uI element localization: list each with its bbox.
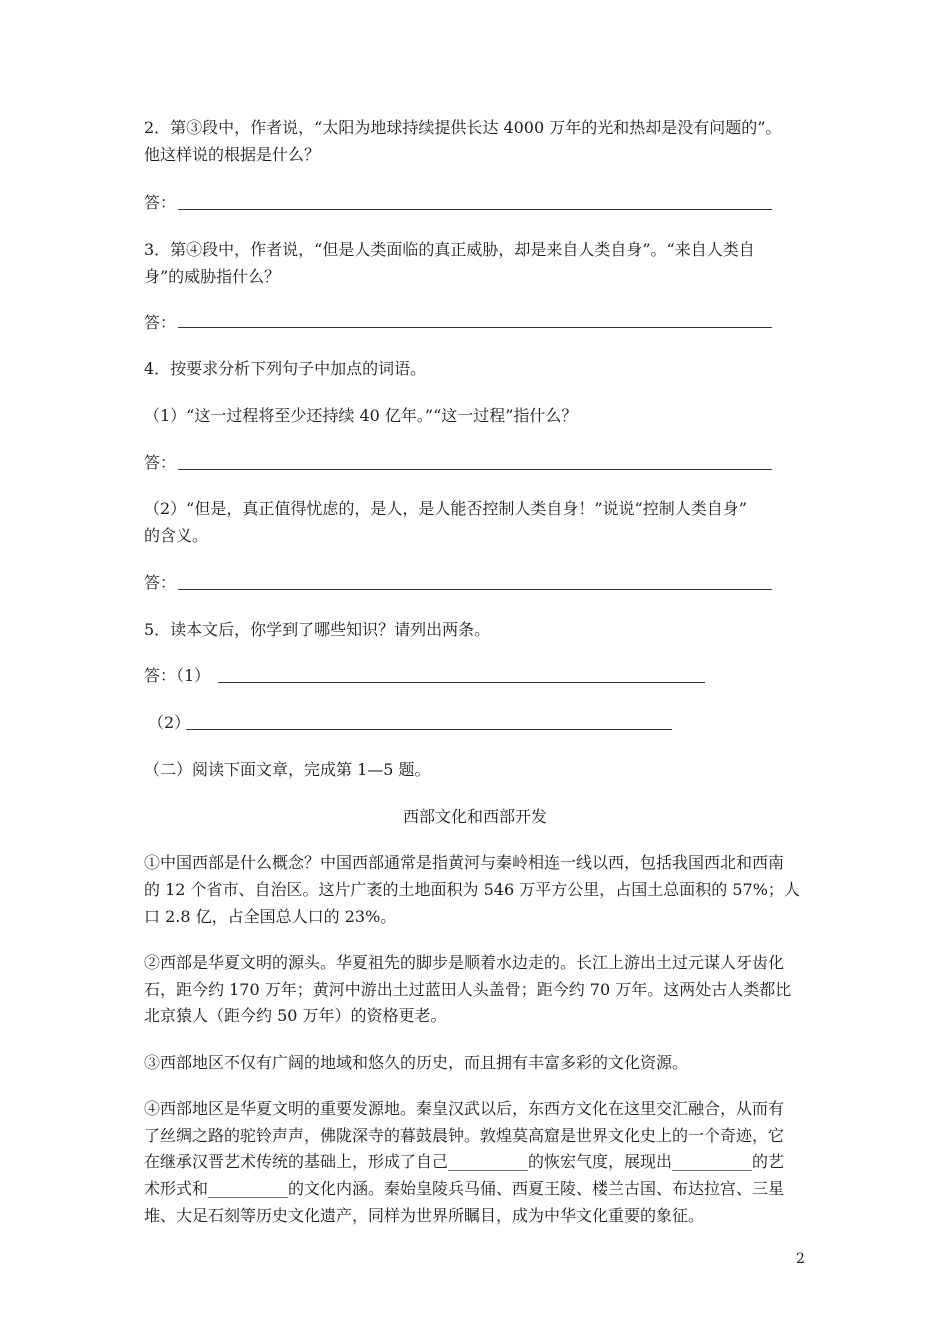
article-title: 西部文化和西部开发 [402, 807, 547, 826]
paragraph-4-line4: 术形式和__________的文化内涵。秦始皇陵兵马俑、西夏王陵、楼兰古国、布达拉宫、三星 [144, 1179, 785, 1198]
q2-answer-line[interactable] [178, 209, 772, 210]
q2-text-line2: 他这样说的根据是什么？ [144, 145, 321, 164]
q4-2-answer-line[interactable] [178, 589, 772, 590]
q3-text-line1: 3．第④段中，作者说，“但是人类面临的真正威胁，却是来自人类自身”。“来自人类自 [144, 240, 755, 259]
q4-2-answer-label: 答： [144, 573, 177, 592]
q2-text-line1: 2．第③段中，作者说，“太阳为地球持续提供长达 4000 万年的光和热却是没有问题的”。 [144, 118, 782, 137]
q4-2-text-line1: （2）“但是，真正值得忧虑的，是人，是人能否控制人类自身！”说说“控制人类自身” [144, 499, 747, 518]
section2-intro: （二）阅读下面文章，完成第 1—5 题。 [144, 760, 431, 779]
q4-1-answer-label: 答： [144, 453, 177, 472]
q5-text: 5．读本文后，你学到了哪些知识？请列出两条。 [144, 620, 491, 639]
paragraph-4-line5: 堆、大足石刻等历史文化遗产，同样为世界所瞩目，成为中华文化重要的象征。 [144, 1206, 705, 1225]
paragraph-4-line2: 了丝绸之路的驼铃声声，佛陇深寺的暮鼓晨钟。敦煌莫高窟是世界文化史上的一个奇迹，它 [144, 1126, 785, 1145]
q3-answer-label: 答： [144, 313, 177, 332]
q5-answer-line-2[interactable] [186, 729, 672, 730]
paragraph-2-line3: 北京猿人（距今约 50 万年）的资格更老。 [144, 1006, 447, 1025]
q4-text: 4．按要求分析下列句子中加点的词语。 [144, 359, 427, 378]
paragraph-1-line1: ①中国西部是什么概念？中国西部通常是指黄河与秦岭相连一线以西，包括我国西北和西南 [144, 853, 785, 872]
q4-2-text-line2: 的含义。 [144, 526, 209, 545]
paragraph-3-line1: ③西部地区不仅有广阔的地域和悠久的历史，而且拥有丰富多彩的文化资源。 [144, 1053, 689, 1072]
q5-answer-label-2: （2） [148, 713, 191, 732]
paragraph-1-line2: 的 12 个省市、自治区。这片广袤的土地面积为 546 万平方公里，占国土总面积的 57%；人 [144, 880, 800, 899]
q4-1-text: （1）“这一过程将至少还持续 40 亿年。”“这一过程”指什么？ [144, 406, 578, 425]
paragraph-1-line3: 口 2.8 亿，占全国总人口的 23%。 [144, 907, 397, 926]
q4-1-answer-line[interactable] [178, 469, 772, 470]
paragraph-2-line2: 石，距今约 170 万年；黄河中游出土过蓝田人头盖骨；距今约 70 万年。这两处古人类都比 [144, 980, 792, 999]
q5-answer-label-1: 答：（1） [144, 666, 211, 685]
q2-answer-label: 答： [144, 193, 177, 212]
page-number: 2 [796, 1251, 805, 1267]
paragraph-4-line1: ④西部地区是华夏文明的重要发源地。秦皇汉武以后，东西方文化在这里交汇融合，从而有 [144, 1099, 785, 1118]
q3-text-line2: 身”的威胁指什么？ [144, 267, 281, 286]
q5-answer-line-1[interactable] [218, 682, 705, 683]
paragraph-2-line1: ②西部是华夏文明的源头。华夏祖先的脚步是顺着水边走的。长江上游出土过元谋人牙齿化 [144, 953, 785, 972]
paragraph-4-line3: 在继承汉晋艺术传统的基础上，形成了自己__________的恢宏气度，展现出__________的艺 [144, 1152, 785, 1171]
q3-answer-line[interactable] [178, 327, 772, 328]
